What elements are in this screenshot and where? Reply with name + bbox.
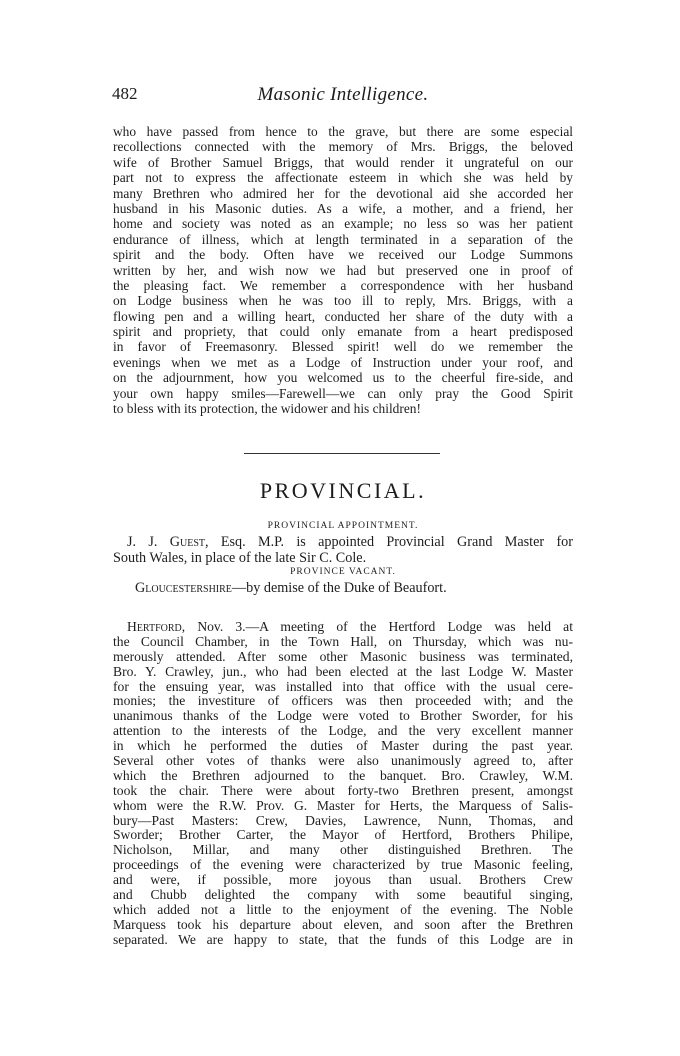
obituary-line: your own happy smiles—Farewell—we can only pray the Good Spirit — [113, 385, 573, 401]
obituary-line: recollections connected with the memory of Mrs. Briggs, the beloved — [113, 139, 573, 155]
obituary-paragraph — [113, 124, 573, 416]
report-line: and Chubb delighted the company with some beautiful singing, — [113, 888, 573, 903]
province-name: Gloucestershire — [135, 580, 232, 596]
report-line: whom were the R.W. Prov. G. Master for Herts, the Marquess of Salis- — [113, 798, 573, 813]
section-title: PROVINCIAL. — [259, 478, 427, 503]
obituary-line: the pleasing fact. We remember a correspondence with her husband — [113, 277, 573, 293]
report-line: attention to the interests of the Lodge, and the very excellent manner — [113, 724, 573, 739]
report-line: unanimous thanks of the Lodge were voted to Brother Sworder, for his — [113, 709, 573, 724]
lodge-place: Hertford — [127, 620, 182, 634]
obituary-line: spirit and propriety, that could only emanate from a heart predisposed — [113, 324, 573, 340]
report-line: Sworder; Brother Carter, the Mayor of Hertford, Brothers Philipe, — [113, 828, 573, 843]
report-line: and were, if possible, more joyous than usual. Brothers Crew — [113, 873, 573, 888]
appointment-line: South Wales, in place of the late Sir C. Cole. — [113, 550, 367, 566]
obituary-line: part not to express the affectionate esteem in which she was held by — [113, 170, 573, 186]
obituary-line: many Brethren who admired her for the devotional aid she accorded her — [113, 185, 573, 201]
report-line: Hertford, Nov. 3.—A meeting of the Hertford Lodge was held at — [127, 620, 573, 634]
obituary-line: to bless with its protection, the widower and his children! — [113, 401, 421, 417]
obituary-line: on the adjournment, how you welcomed us to the cheerful fire-side, and — [113, 370, 573, 386]
report-line: monies; the investiture of officers was then proceeded with; and the — [113, 694, 573, 709]
obituary-line: endurance of illness, which at length terminated in a separation of the — [113, 231, 573, 247]
obituary-line: flowing pen and a willing heart, conducted her share of the duty with a — [113, 308, 573, 324]
obituary-line: home and society was noted as an example; no less so was her patient — [113, 216, 573, 232]
report-line: Nicholson, Millar, and many other distinguished Brethren. The — [113, 843, 573, 858]
report-line: in which he performed the duties of Master during the past year. — [113, 739, 573, 754]
report-line: merously attended. After some other Masonic business was terminated, — [113, 649, 573, 664]
section-divider — [244, 453, 440, 454]
obituary-line: on Lodge business when he was too ill to reply, Mrs. Briggs, with a — [113, 293, 573, 309]
appointment-paragraph — [113, 534, 573, 566]
obituary-line: evenings when we met as a Lodge of Instruction under your roof, and — [113, 354, 573, 370]
obituary-line: who have passed from hence to the grave, but there are some especial — [113, 124, 573, 139]
appointment-heading: PROVINCIAL APPOINTMENT. — [267, 521, 419, 531]
obituary-line: husband in his Masonic duties. As a wife, a mother, and a friend, her — [113, 200, 573, 216]
report-line: bury—Past Masters: Crew, Davies, Lawrence, Nunn, Thomas, and — [113, 813, 573, 828]
report-line: for the ensuing year, was installed into that office with the usual cere- — [113, 679, 573, 694]
appointment-line: J. J. Guest, Esq. M.P. is appointed Provincial Grand Master for — [127, 534, 573, 550]
page-header — [112, 84, 574, 108]
report-line: separated. We are happy to state, that the funds of this Lodge are in — [113, 932, 573, 947]
report-line: which added not a little to the enjoyment of the evening. The Noble — [113, 902, 573, 917]
report-line: Marquess took his departure about eleven, and soon after the Brethren — [113, 917, 573, 932]
obituary-line: in favor of Freemasonry. Blessed spirit! well do we remember the — [113, 339, 573, 355]
appointee-name: J. J. Guest — [127, 534, 205, 550]
report-line: which the Brethren adjourned to the banquet. Bro. Crawley, W.M. — [113, 768, 573, 783]
hertford-report-paragraph — [113, 620, 573, 948]
obituary-line: written by her, and wish now we had but preserved one in proof of — [113, 262, 573, 278]
obituary-line: spirit and the body. Often have we received our Lodge Summons — [113, 247, 573, 263]
running-title: Masonic Intelligence. — [257, 84, 429, 105]
vacancy-paragraph — [113, 580, 573, 596]
report-line: Bro. Y. Crawley, jun., who had been elected at the last Lodge W. Master — [113, 664, 573, 679]
report-line: Several other votes of thanks were also unanimously agreed to, after — [113, 754, 573, 769]
report-line: took the chair. There were about forty-two Brethren present, amongst — [113, 783, 573, 798]
report-line: the Council Chamber, in the Town Hall, on Thursday, which was nu- — [113, 634, 573, 649]
report-line: proceedings of the evening were characterized by true Masonic feeling, — [113, 858, 573, 873]
page-number: 482 — [112, 84, 138, 103]
vacancy-heading: PROVINCE VACANT. — [290, 567, 396, 577]
obituary-line: wife of Brother Samuel Briggs, that would render it ungrateful on our — [113, 154, 573, 170]
vacancy-line: Gloucestershire—by demise of the Duke of Beaufort. — [135, 580, 447, 596]
